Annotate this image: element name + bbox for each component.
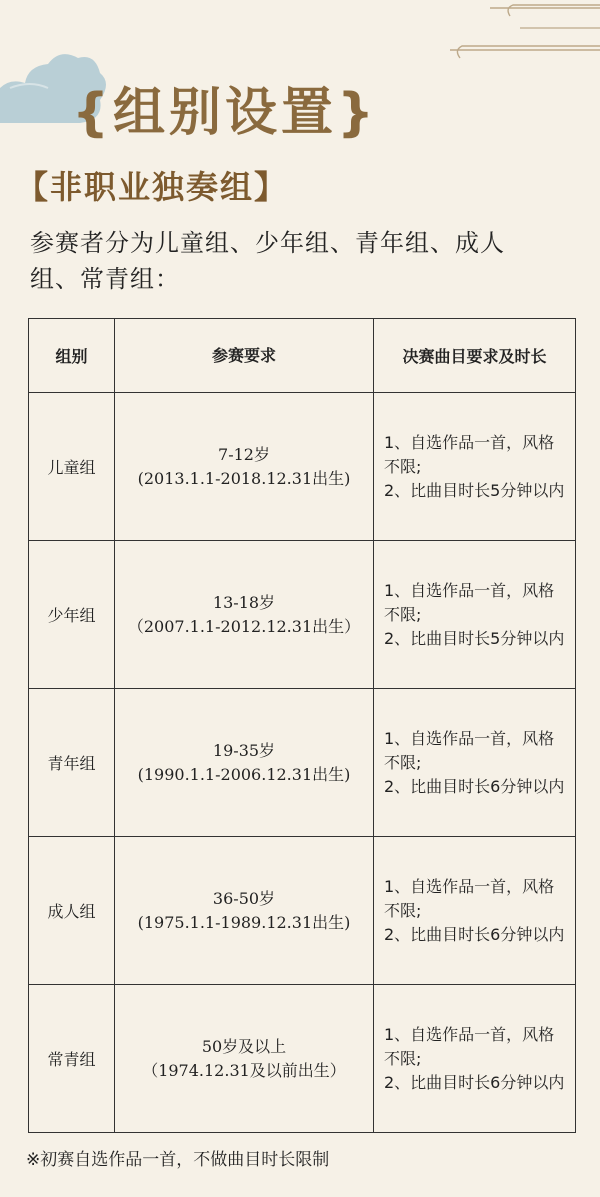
footnote: ※初赛自选作品一首，不做曲目时长限制 — [26, 1150, 330, 1170]
final-rule-1: 1、自选作品一首，风格不限; — [384, 432, 555, 476]
column-header-requirement: 参赛要求 — [115, 319, 374, 393]
final-rule-2: 2、比曲目时长6分钟以内 — [384, 924, 565, 944]
requirement-cell — [115, 985, 374, 1133]
group-name: 少年组 — [29, 541, 115, 689]
final-rule-1: 1、自选作品一首，风格不限; — [384, 580, 555, 624]
age-range: 13-18岁 — [212, 592, 276, 612]
table-row — [29, 393, 576, 541]
group-name: 成人组 — [29, 837, 115, 985]
table-row — [29, 689, 576, 837]
table-row — [29, 985, 576, 1133]
table-header-row — [29, 319, 576, 393]
final-requirement-cell — [374, 393, 576, 541]
final-requirement-cell — [374, 541, 576, 689]
final-rule-1: 1、自选作品一首，风格不限; — [384, 728, 555, 772]
birth-range: （2007.1.1-2012.12.31出生） — [127, 616, 361, 636]
column-header-group: 组别 — [29, 319, 115, 393]
table-row — [29, 541, 576, 689]
final-rule-1: 1、自选作品一首，风格不限; — [384, 876, 555, 920]
requirement-cell — [115, 689, 374, 837]
birth-range: (2013.1.1-2018.12.31出生) — [137, 468, 351, 488]
group-name: 青年组 — [29, 689, 115, 837]
final-rule-1: 1、自选作品一首，风格不限; — [384, 1024, 555, 1068]
final-rule-2: 2、比曲目时长5分钟以内 — [384, 628, 565, 648]
age-range: 36-50岁 — [212, 888, 276, 908]
requirement-cell — [115, 541, 374, 689]
group-table — [28, 318, 576, 1133]
page-title: {组别设置} — [72, 83, 379, 143]
final-rule-2: 2、比曲目时长6分钟以内 — [384, 1072, 565, 1092]
final-requirement-cell — [374, 837, 576, 985]
section-title: 【非职业独奏组】 — [16, 168, 289, 206]
column-header-final: 决赛曲目要求及时长 — [374, 319, 576, 393]
final-requirement-cell — [374, 689, 576, 837]
requirement-cell — [115, 837, 374, 985]
group-name: 常青组 — [29, 985, 115, 1133]
age-range: 19-35岁 — [212, 740, 276, 760]
cloud-line-decoration-icon — [450, 0, 600, 80]
final-requirement-cell — [374, 985, 576, 1133]
group-name: 儿童组 — [29, 393, 115, 541]
age-range: 7-12岁 — [218, 444, 270, 464]
table-row — [29, 837, 576, 985]
intro-text: 参赛者分为儿童组、少年组、青年组、成人组、常青组： — [30, 229, 505, 293]
final-rule-2: 2、比曲目时长6分钟以内 — [384, 776, 565, 796]
birth-range: （1974.12.31及以前出生） — [142, 1060, 346, 1080]
final-rule-2: 2、比曲目时长5分钟以内 — [384, 480, 565, 500]
birth-range: (1975.1.1-1989.12.31出生) — [137, 912, 351, 932]
birth-range: (1990.1.1-2006.12.31出生) — [137, 764, 351, 784]
age-range: 50岁及以上 — [201, 1036, 287, 1056]
requirement-cell — [115, 393, 374, 541]
